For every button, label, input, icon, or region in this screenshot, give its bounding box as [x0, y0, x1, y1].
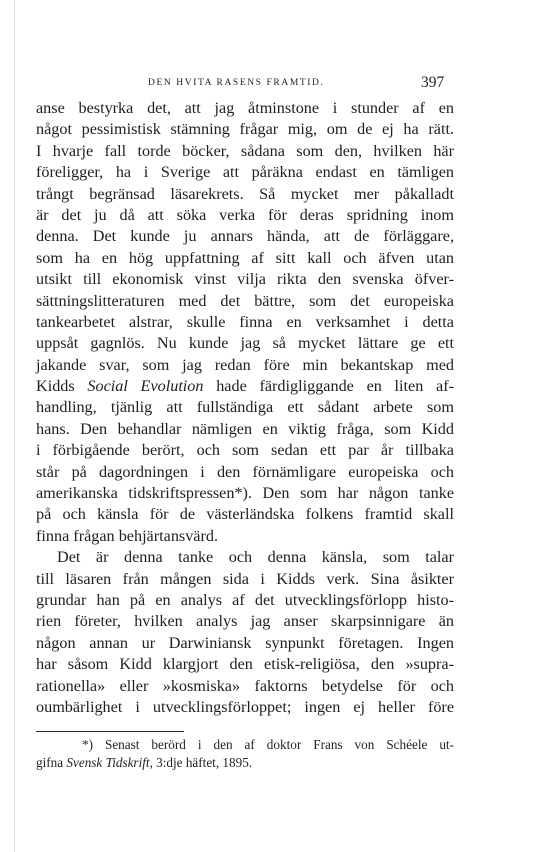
text-line: uppsåt gagnlös. Nu kunde jag så mycket lättare ge ett	[36, 334, 454, 353]
text-line: trångt begränsad läsarekrets. Så mycket mer påkalladt	[36, 184, 454, 203]
text-line: i förbigående berört, och som sedan ett par år tillbaka	[36, 441, 454, 460]
footnote-line: *) Senast berörd i den af doktor Frans von Schéele ut-	[82, 737, 454, 752]
footnote	[36, 736, 454, 772]
text-line: denna. Det kunde ju annars hända, att de förläggare,	[36, 227, 454, 246]
running-title: DEN HVITA RASENS FRAMTID.	[148, 78, 325, 88]
text-line: jakande svar, som jag redan före min bekantskap med	[36, 355, 454, 374]
text-line: föreligger, ha i Sverige att påräkna endast en tämligen	[36, 163, 454, 182]
text-line: till läsaren från mången sida i Kidds verk. Sina åsikter	[36, 569, 454, 588]
text-line: har såsom Kidd klargjort den etisk-religiösa, den »supra-	[36, 655, 454, 674]
text-line: anse bestyrka det, att jag åtminstone i stunder af en	[36, 99, 454, 117]
text-line: Kidds Social Evolution hade färdigliggande en liten af-	[36, 377, 454, 396]
text-line: står på dagordningen i den förnämligare europeiska och	[36, 462, 454, 481]
text-line: hans. Den behandlar nämligen en viktig fråga, som Kidd	[36, 419, 454, 438]
italic-title: Social Evolution	[87, 377, 204, 396]
text-line: utsikt till ekonomisk vinst vilja rikta den svenska öfver-	[36, 270, 454, 289]
text-line: grundar han på en analys af det utvecklingsförlopp histo-	[36, 590, 454, 609]
text-line: sättningslitteraturen med det bättre, som det europeiska	[36, 291, 454, 310]
text-line: amerikanska tidskriftspressen*). Den som har någon tanke	[36, 484, 454, 503]
text-line: någon annan ur Darwiniansk synpunkt företagen. Ingen	[36, 633, 454, 652]
text-line: oumbärlighet i utvecklingsförloppet; ingen ej heller före	[36, 697, 454, 716]
body-text	[36, 98, 454, 718]
text-line: som ha en hög uppfattning af sitt kall och äfven utan	[36, 248, 454, 267]
italic-title: Svensk Tidskrift	[66, 755, 150, 770]
running-head	[0, 74, 544, 94]
page-number: 397	[421, 74, 445, 91]
text-line: på och känsla för de västerländska folkens framtid skall	[36, 505, 454, 524]
text-line: I hvarje fall torde böcker, sådana som den, hvilken här	[36, 141, 454, 160]
text-line: finna frågan behjärtansvärd.	[36, 526, 219, 545]
text-line: tankearbetet alstrar, skulle finna en verksamhet i detta	[36, 312, 454, 331]
text-line: är det ju då att söka verka för deras spridning inom	[36, 205, 454, 224]
text-line: rationella» eller »kosmiska» faktorns betydelse för och	[36, 676, 454, 695]
scan-margin-line	[14, 0, 15, 852]
text-line: något pessimistisk stämning frågar mig, om de ej ha rätt.	[36, 120, 454, 139]
footnote-line: gifna Svensk Tidskrift, 3:dje häftet, 1895.	[36, 755, 253, 770]
text-line: handling, tjänlig att fullständiga ett sådant arbete som	[36, 398, 454, 417]
footnote-rule	[36, 731, 184, 732]
text-line: rien företer, hvilken analys jag anser skarpsinnigare än	[36, 612, 454, 631]
text-line: Det är denna tanke och denna känsla, som talar	[57, 548, 454, 567]
